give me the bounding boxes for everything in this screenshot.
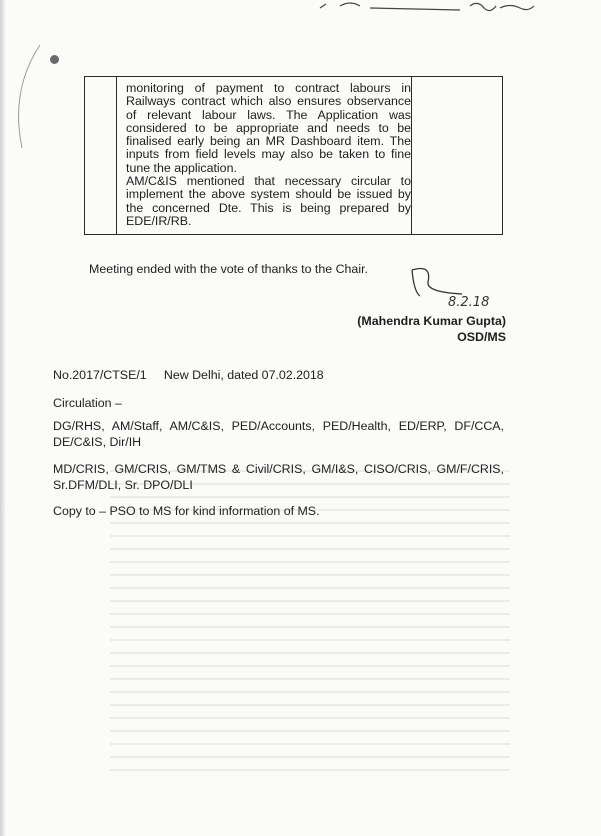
closing-statement: Meeting ended with the vote of thanks to the Chair. <box>89 262 368 276</box>
minutes-paragraph: monitoring of payment to contract labours in Railways contract which also ensures observance of relevant labour laws. The Application was considered to be appropriate and needs to be finalised early being an MR Dashboard item. The inputs from field levels may also be taken to fine tune the application. <box>126 81 411 175</box>
punch-hole-mark <box>50 55 59 64</box>
circulation-list: DG/RHS, AM/Staff, AM/C&IS, PED/Accounts, PED/Health, ED/ERP, DF/CCA, <box>53 419 504 433</box>
signatory-name: (Mahendra Kumar Gupta) <box>357 314 506 328</box>
signature-date: 8.2.18 <box>448 295 490 310</box>
circulation-list: Sr.DFM/DLI, Sr. DPO/DLI <box>53 478 193 492</box>
minutes-table <box>84 76 503 235</box>
reference-line: No.2017/CTSE/1 New Delhi, dated 07.02.2018 <box>53 368 324 382</box>
circulation-list: DE/C&IS, Dir/IH <box>53 435 142 449</box>
copy-to-line: Copy to – PSO to MS for kind information of MS. <box>53 504 320 518</box>
signatory-designation: OSD/MS <box>457 330 506 344</box>
handwritten-signature <box>402 262 512 312</box>
circulation-list: MD/CRIS, GM/CRIS, GM/TMS & Civil/CRIS, GM/I&S, CISO/CRIS, GM/F/CRIS, <box>53 462 504 476</box>
minutes-paragraph: AM/C&IS mentioned that necessary circular to implement the above system should be issued by the concerned Dte. This is being prepared by EDE/IR/RB. <box>126 174 411 228</box>
circulation-label: Circulation – <box>53 396 122 410</box>
minutes-cell <box>126 82 411 228</box>
table-column-divider <box>116 77 117 234</box>
top-handwriting-scrawl <box>300 0 560 16</box>
bleed-through-text <box>110 470 510 810</box>
table-column-divider <box>411 77 412 234</box>
